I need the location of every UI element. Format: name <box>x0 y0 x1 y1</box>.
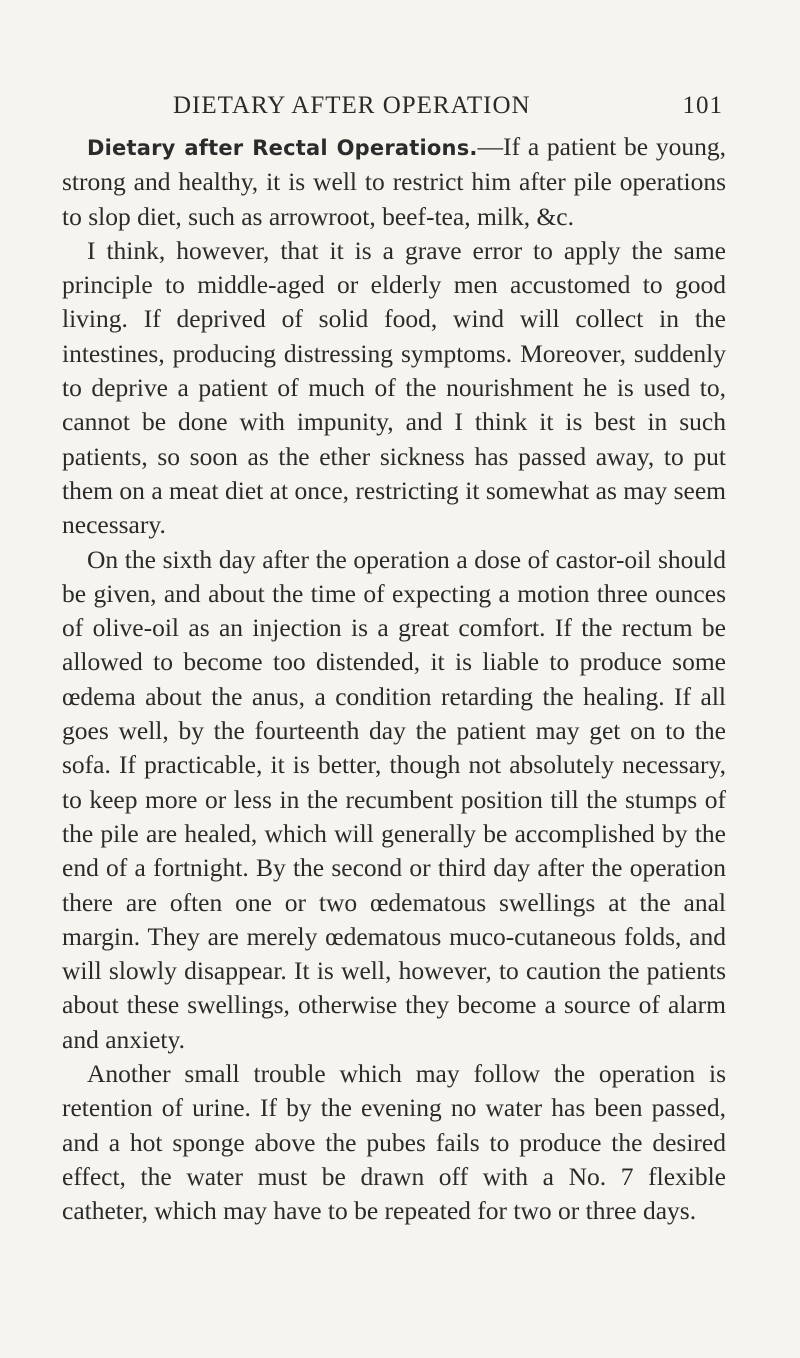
body-text <box>62 130 726 1229</box>
section-heading: Dietary after Rectal Operations. <box>87 136 478 160</box>
running-head <box>173 92 723 124</box>
paragraph-4: Another small trouble which may follow the operation is retention of urine. If by the evening no water has been passed, and a hot sponge above the pubes fails to produce the desired effect, the water must be drawn off with a No. 7 flexible catheter, which may have to be repeated for two or three days. <box>62 1059 726 1226</box>
page-number: 101 <box>682 92 723 119</box>
paragraph-3: On the sixth day after the operation a dose of castor-oil should be given, and about the time of expecting a motion three ounces of olive-oil as an injection is a great comfort. If the rectum be allowed to become too distended, it is liable to produce some œdema about the anus, a condition retarding the healing. If all goes well, by the fourteenth day the patient may get on to the sofa. If practicable, it is better, though not absolutely necessary, to keep more or less in the recumbent position till the stumps of the pile are healed, which will generally be accomplished by the end of a fortnight. By the second or third day after the operation there are often one or two œdematous swellings at the anal margin. They are merely œdematous muco-cutaneous folds, and will slowly disappear. It is well, however, to caution the patients about these swellings, otherwise they become a source of alarm and anxiety. <box>62 544 726 1054</box>
paragraph-1 <box>62 130 726 234</box>
paragraph-1-text: —If a patient be young, strong and healthy, it is well to restrict him after pile operations to slop diet, such as arrowroot, beef-tea, milk, &c. <box>62 132 726 231</box>
running-head-title: DIETARY AFTER OPERATION <box>173 92 531 119</box>
paragraph-2: I think, however, that it is a grave error to apply the same principle to middle-aged or elderly men accustomed to good living. If deprived of solid food, wind will collect in the intestines, producing distressing symptoms. Moreover, suddenly to deprive a patient of much of the nourishment he is used to, cannot be done with impunity, and I think it is best in such patients, so soon as the ether sickness has passed away, to put them on a meat diet at once, restricting it somewhat as may seem necessary. <box>62 235 726 540</box>
